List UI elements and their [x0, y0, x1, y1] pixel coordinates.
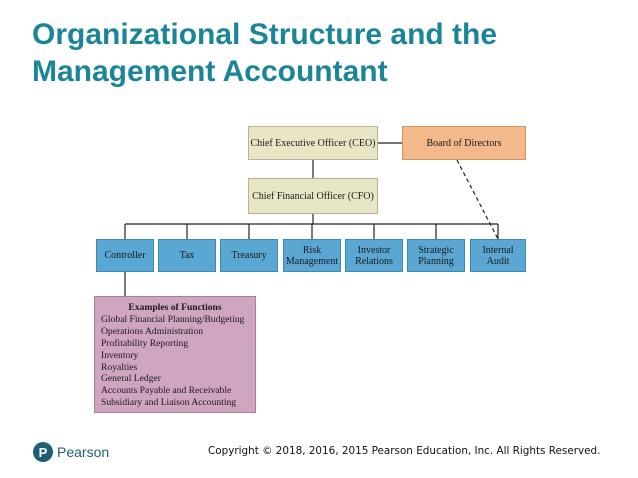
- pearson-brand-text: Pearson: [57, 444, 110, 460]
- cfo-box: [248, 178, 378, 214]
- dept-treasury-label: Treasury: [231, 250, 267, 261]
- dept-strategic-planning-box: [407, 239, 465, 272]
- cfo-label: Chief Financial Officer (CFO): [252, 190, 374, 202]
- dept-internal-audit-box: [470, 239, 526, 272]
- function-item: General Ledger: [101, 373, 161, 385]
- dept-risk-management-label: Risk Management: [285, 244, 339, 267]
- ceo-label: Chief Executive Officer (CEO): [250, 137, 376, 149]
- board-of-directors-label: Board of Directors: [426, 137, 502, 149]
- functions-box: [94, 296, 256, 413]
- slide-title-line-2: Management Accountant: [32, 55, 388, 88]
- function-item: Inventory: [101, 349, 139, 361]
- board-audit-dashed-connector: [457, 160, 498, 239]
- dept-treasury-box: [220, 239, 278, 272]
- dept-risk-management-box: [283, 239, 341, 272]
- dept-tax-box: [158, 239, 216, 272]
- function-item: Profitability Reporting: [101, 337, 189, 349]
- functions-heading: Examples of Functions: [128, 302, 222, 313]
- function-item: Operations Administration: [101, 325, 204, 337]
- dept-strategic-planning-label: Strategic Planning: [418, 244, 454, 267]
- copyright-text: Copyright © 2018, 2016, 2015 Pearson Education, Inc. All Rights Reserved.: [208, 445, 601, 457]
- dept-investor-relations-label: Investor Relations: [355, 244, 393, 267]
- slide-title-line-1: Organizational Structure and the: [32, 18, 498, 51]
- function-item: Royalties: [101, 361, 138, 373]
- ceo-box: [248, 126, 378, 160]
- dept-tax-label: Tax: [179, 250, 195, 261]
- pearson-logo-icon: [33, 442, 53, 462]
- board-of-directors-box: [402, 126, 526, 160]
- function-item: Subsidiary and Liaison Accounting: [101, 397, 237, 409]
- function-item: Global Financial Planning/Budgeting: [101, 313, 245, 325]
- dept-investor-relations-box: [345, 239, 403, 272]
- dept-internal-audit-label: Internal Audit: [482, 244, 514, 267]
- function-item: Accounts Payable and Receivable: [101, 385, 232, 397]
- dept-controller-label: Controller: [104, 250, 146, 261]
- dept-controller-box: [96, 239, 154, 272]
- pearson-logo-letter: P: [38, 444, 48, 460]
